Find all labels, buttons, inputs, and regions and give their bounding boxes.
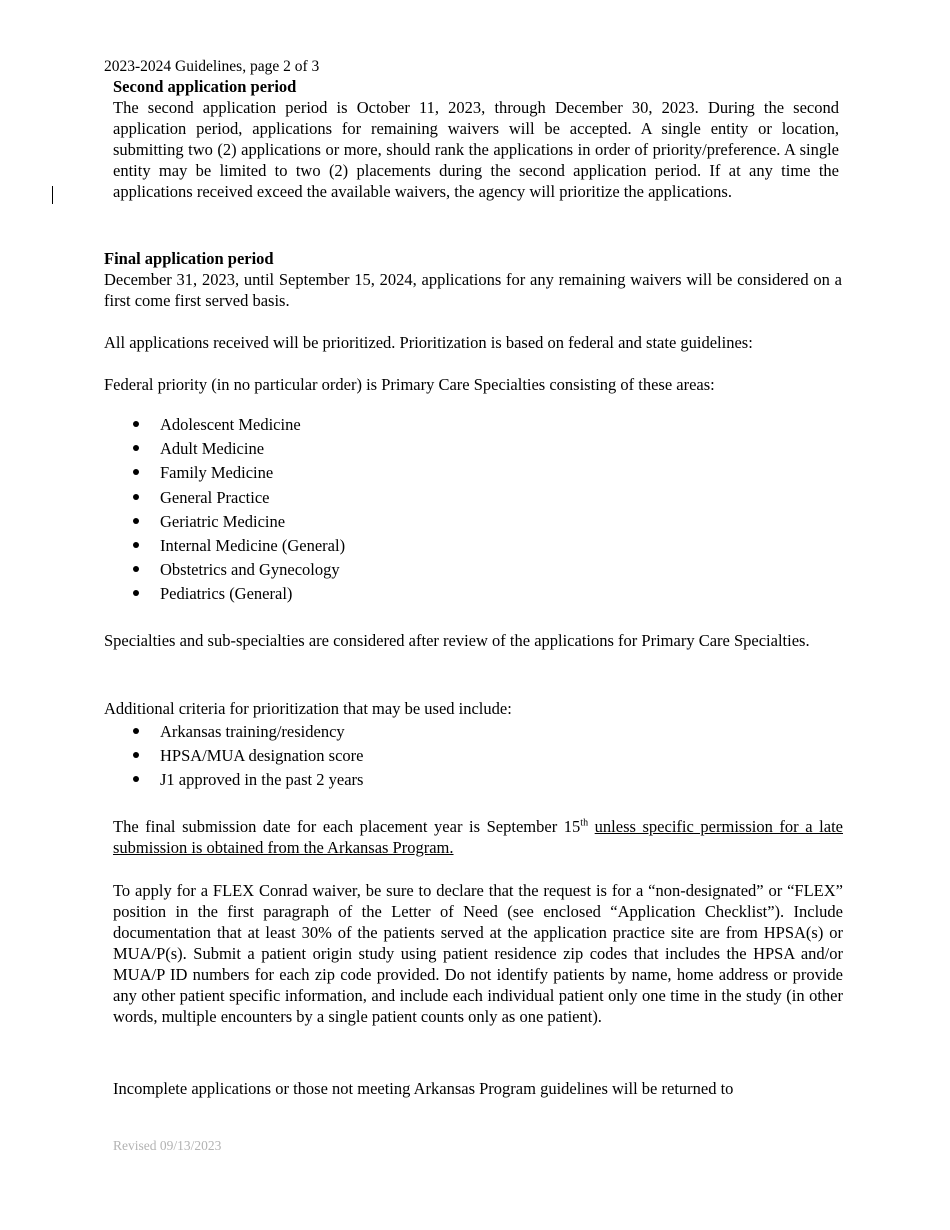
bullet-icon: [133, 469, 139, 475]
prioritization-intro: All applications received will be prioritized. Prioritization is based on federal and state guidelines:: [104, 333, 753, 352]
bullet-icon: [133, 421, 139, 427]
list-item: General Practice: [104, 487, 345, 511]
second-period-body: The second application period is October 11, 2023, through December 30, 2023. During the second application period, applications for remaining waivers will be accepted. A single entity or location, submitting two (2) applications or more, should rank the applications in order of priority/preference. A single entity may be limited to two (2) placements during the second application period. If at any time the applications received exceed the available waivers, the agency will prioritize the applications.: [113, 98, 839, 201]
final-period-body: December 31, 2023, until September 15, 2024, applications for any remaining waivers will be considered on a first come first served basis.: [104, 270, 842, 310]
page-header: 2023-2024 Guidelines, page 2 of 3: [104, 58, 320, 75]
final-period-heading: Final application period: [104, 249, 274, 268]
list-item: Family Medicine: [104, 462, 345, 486]
additional-criteria-list: [104, 721, 364, 794]
bullet-icon: [133, 542, 139, 548]
specialties-text: Specialties and sub-specialties are considered after review of the applications for Primary Care Specialties.: [104, 631, 810, 650]
additional-criteria-intro: Additional criteria for prioritization that may be used include:: [104, 699, 512, 718]
list-item: Internal Medicine (General): [104, 535, 345, 559]
list-item: HPSA/MUA designation score: [104, 745, 364, 769]
second-period-heading: Second application period: [113, 77, 297, 96]
federal-priority-list: [104, 414, 345, 608]
text-cursor: [52, 186, 53, 204]
federal-priority-intro: Federal priority (in no particular order) is Primary Care Specialties consisting of these areas:: [104, 375, 715, 394]
bullet-icon: [133, 752, 139, 758]
bullet-icon: [133, 566, 139, 572]
list-item: Geriatric Medicine: [104, 511, 345, 535]
bullet-icon: [133, 590, 139, 596]
flex-waiver-instructions: To apply for a FLEX Conrad waiver, be sure to declare that the request is for a “non-designated” or “FLEX” position in the first paragraph of the Letter of Need (see enclosed “Application Checklist”). Include documentation that at least 30% of the patients served at the application practice site are from HPSA(s) or MUA/P(s). Submit a patient origin study using patient residence zip codes that includes the HPSA and/or MUA/P ID numbers for each zip code provided. Do not identify patients by name, home address or provide any other patient specific information, and include each individual patient only one time in the study (in other words, multiple encounters by a single patient counts only as one patient).: [113, 881, 843, 1026]
late-submission-note: unless specific permission for a late submission is obtained from the Arkansas Program.: [113, 817, 843, 857]
list-item: Pediatrics (General): [104, 583, 345, 607]
incomplete-applications-text: Incomplete applications or those not meeting Arkansas Program guidelines will be returned to: [113, 1079, 734, 1098]
list-item: Arkansas training/residency: [104, 721, 364, 745]
bullet-icon: [133, 728, 139, 734]
list-item: Adult Medicine: [104, 438, 345, 462]
list-item: Adolescent Medicine: [104, 414, 345, 438]
list-item: Obstetrics and Gynecology: [104, 559, 345, 583]
bullet-icon: [133, 494, 139, 500]
bullet-icon: [133, 518, 139, 524]
bullet-icon: [133, 776, 139, 782]
bullet-icon: [133, 445, 139, 451]
revised-date: Revised 09/13/2023: [113, 1138, 222, 1153]
list-item: J1 approved in the past 2 years: [104, 769, 364, 793]
submission-deadline: The final submission date for each placement year is September 15th unless specific permission for a late submission is obtained from the Arkansas Program.: [113, 817, 843, 857]
